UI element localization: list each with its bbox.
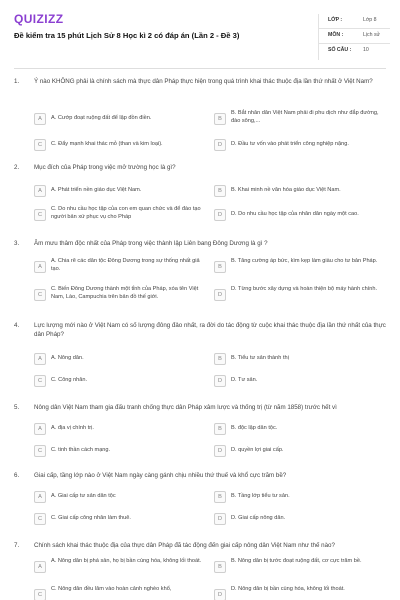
option-text: D. Tư sản. — [231, 377, 258, 383]
option-text: B. Khai minh nề văn hóa giáo dục Việt Nam. — [231, 187, 341, 193]
option-c[interactable] — [34, 372, 202, 392]
option-letter-box — [214, 561, 226, 573]
option-letter-box — [34, 139, 46, 151]
option-b[interactable] — [214, 558, 382, 578]
option-letter-box — [214, 113, 226, 125]
question-text: Lực lượng mới nào ở Việt Nam có số lượng đông đảo nhất, ra đời do tác động từ cuộc khai thác thuộc địa lần thứ nhất của thực dân Pháp? — [34, 322, 386, 338]
option-letter: D — [217, 516, 223, 522]
question-text: Giai cấp, tầng lớp nào ở Việt Nam ngày càng gánh chịu nhiều thứ thuế và khổ cực trăm bề? — [34, 472, 287, 479]
option-text: C. Biến Đông Dương thành một tỉnh của Pháp, xóa tên Việt Nam, Lào, Campuchia trên bản đồ thế giới. — [51, 286, 199, 300]
question-number: 3. — [14, 240, 20, 247]
meta-row-count — [318, 44, 390, 59]
option-a[interactable] — [34, 182, 202, 202]
option-text: B. Tầng lớp tiểu tư sản. — [231, 493, 290, 499]
question-number: 7. — [14, 542, 20, 549]
option-text: D. quyền lợi giai cấp. — [231, 447, 284, 453]
option-letter-box — [214, 139, 226, 151]
option-text: B. Bắt nhân dân Việt Nam phải đi phu dịch như đắp đường, đào sông,... — [231, 110, 379, 124]
question-text: Chính sách khai thác thuộc địa của thực dân Pháp đã tác động đến giai cấp nông dân Việt Nam như thế nào? — [34, 542, 335, 549]
option-letter-box — [34, 491, 46, 503]
option-letter-box — [34, 375, 46, 387]
document-title: Đề kiểm tra 15 phút Lịch Sử 8 Học kì 2 có đáp án (Lần 2 - Đề 3) — [14, 31, 240, 40]
option-letter: B — [218, 564, 222, 570]
class-value: Lớp 8 — [363, 17, 377, 23]
question-text: Nông dân Việt Nam tham gia đấu tranh chống thực dân Pháp xâm lược và thống trị (từ năm 1858) trước hết vì — [34, 404, 337, 411]
option-text: C. tinh thần cách mạng. — [51, 447, 111, 453]
option-letter-box — [214, 445, 226, 457]
document-header — [0, 0, 400, 62]
subject-label: MÔN : — [328, 32, 344, 38]
option-text: A. địa vị chính trị. — [51, 425, 94, 431]
option-letter-box — [34, 261, 46, 273]
option-letter: C — [37, 516, 43, 522]
option-letter: C — [37, 142, 43, 148]
option-letter-box — [34, 423, 46, 435]
option-text: A. Nông dân. — [51, 355, 84, 361]
option-letter-box — [214, 185, 226, 197]
option-text: D. Do nhu cầu học tập của nhân dân ngày một cao. — [231, 211, 359, 217]
option-letter-box — [34, 513, 46, 525]
option-letter: A — [38, 356, 42, 362]
option-letter: A — [38, 494, 42, 500]
option-letter-box — [34, 113, 46, 125]
option-c[interactable] — [34, 442, 202, 462]
option-letter: A — [38, 564, 42, 570]
class-label: LỚP : — [328, 17, 343, 23]
option-letter-box — [34, 561, 46, 573]
option-letter: C — [37, 448, 43, 454]
option-text: D. Từng bước xây dựng và hoàn thiện bộ máy hành chính. — [231, 286, 378, 292]
option-c[interactable] — [34, 286, 202, 306]
option-text: D. Nông dân bị bần cùng hóa, không lối thoát. — [231, 586, 345, 592]
option-letter: A — [38, 188, 42, 194]
option-a[interactable] — [34, 110, 202, 130]
option-c[interactable] — [34, 586, 202, 600]
option-letter-box — [34, 445, 46, 457]
option-text: C. Giai cấp công nhân làm thuê. — [51, 515, 131, 521]
option-a[interactable] — [34, 258, 202, 278]
option-d[interactable] — [214, 206, 382, 226]
option-letter: D — [217, 448, 223, 454]
option-letter-box — [34, 209, 46, 221]
option-letter: C — [37, 212, 43, 218]
option-b[interactable] — [214, 488, 382, 508]
option-letter: C — [37, 292, 43, 298]
option-text: D. Giai cấp nông dân. — [231, 515, 286, 521]
option-text: A. Phát triển nền giáo dục Việt Nam. — [51, 187, 142, 193]
option-text: A. Nông dân bị phá sản, họ bị bần cùng hóa, không lối thoát. — [51, 558, 202, 564]
option-letter: D — [217, 292, 223, 298]
option-letter: C — [37, 592, 43, 598]
option-text: C. Do nhu cầu học tập của con em quan chức và để đào tạo người bản xứ phục vụ cho Pháp — [51, 206, 201, 220]
option-d[interactable] — [214, 372, 382, 392]
option-letter: B — [218, 188, 222, 194]
meta-row-subject — [318, 29, 390, 44]
option-a[interactable] — [34, 488, 202, 508]
subject-value: Lịch sử — [363, 32, 381, 38]
question-number: 4. — [14, 322, 20, 329]
meta-row-class — [318, 14, 390, 29]
option-letter: D — [217, 142, 223, 148]
option-text: B. Tiểu tư sản thành thị — [231, 355, 289, 361]
option-letter-box — [34, 185, 46, 197]
quizizz-logo: QUIZIZZ — [14, 12, 64, 26]
option-letter-box — [214, 513, 226, 525]
question-text: Âm mưu thâm độc nhất của Pháp trong việc thành lập Liên bang Đông Dương là gì ? — [34, 240, 268, 247]
option-letter-box — [214, 589, 226, 600]
option-b[interactable] — [214, 110, 382, 130]
option-b[interactable] — [214, 258, 382, 278]
option-d[interactable] — [214, 510, 382, 530]
option-letter-box — [214, 375, 226, 387]
option-c[interactable] — [34, 136, 202, 156]
option-text: C. Đẩy mạnh khai thác mỏ (than và kim loại). — [51, 141, 163, 147]
option-letter-box — [214, 491, 226, 503]
option-letter: B — [218, 494, 222, 500]
option-c[interactable] — [34, 206, 202, 226]
option-text: A. Chia rẽ các dân tộc Đông Dương trong sự thống nhất giả tạo. — [51, 258, 200, 272]
question-number: 2. — [14, 164, 20, 171]
option-letter-box — [214, 261, 226, 273]
header-divider — [14, 68, 386, 69]
option-b[interactable] — [214, 182, 382, 202]
option-d[interactable] — [214, 586, 382, 600]
option-letter-box — [214, 423, 226, 435]
option-letter-box — [34, 353, 46, 365]
option-text: B. độc lập dân tộc. — [231, 425, 278, 431]
question-text: Mục đích của Pháp trong việc mở trường học là gì? — [34, 164, 176, 171]
option-letter: D — [217, 212, 223, 218]
option-letter-box — [214, 353, 226, 365]
option-text: D. Đầu tư vốn vào phát triển công nghiệp nặng. — [231, 141, 349, 147]
option-letter: B — [218, 426, 222, 432]
option-letter-box — [214, 289, 226, 301]
question-number: 5. — [14, 404, 20, 411]
option-letter: A — [38, 264, 42, 270]
option-b[interactable] — [214, 420, 382, 440]
option-d[interactable] — [214, 286, 382, 306]
option-letter: B — [218, 264, 222, 270]
option-a[interactable] — [34, 350, 202, 370]
option-text: A. Giai cấp tư sản dân tộc — [51, 493, 116, 499]
option-letter: D — [217, 592, 223, 598]
option-text: B. Nông dân bị tước đoạt ruộng đất, cơ cực trăm bề. — [231, 558, 362, 564]
question-number: 6. — [14, 472, 20, 479]
question-count-label: SỐ CÂU : — [328, 47, 352, 53]
option-text: C. Nông dân đều lâm vào hoàn cảnh nghèo khổ, — [51, 586, 172, 592]
option-letter: D — [217, 378, 223, 384]
option-letter: A — [38, 426, 42, 432]
option-letter-box — [214, 209, 226, 221]
option-letter-box — [34, 289, 46, 301]
option-d[interactable] — [214, 442, 382, 462]
question-number: 1. — [14, 78, 20, 85]
option-c[interactable] — [34, 510, 202, 530]
option-b[interactable] — [214, 350, 382, 370]
option-letter: C — [37, 378, 43, 384]
option-letter-box — [34, 589, 46, 600]
option-letter: B — [218, 116, 222, 122]
option-a[interactable] — [34, 420, 202, 440]
meta-panel — [318, 14, 390, 59]
option-a[interactable] — [34, 558, 202, 578]
question-count-value: 10 — [363, 47, 369, 53]
option-letter: A — [38, 116, 42, 122]
option-letter: B — [218, 356, 222, 362]
option-text: B. Tăng cường áp bức, kìm kẹp làm giàu cho tư bản Pháp. — [231, 258, 378, 264]
option-text: C. Công nhân. — [51, 377, 88, 383]
option-text: A. Cướp đoạt ruộng đất để lập đồn điền. — [51, 115, 152, 121]
option-d[interactable] — [214, 136, 382, 156]
question-text: Ý nào KHÔNG phải là chính sách mà thực dân Pháp thực hiện trong quá trình khai thác thuộc địa lần thứ nhất ở Việt Nam? — [34, 78, 373, 85]
